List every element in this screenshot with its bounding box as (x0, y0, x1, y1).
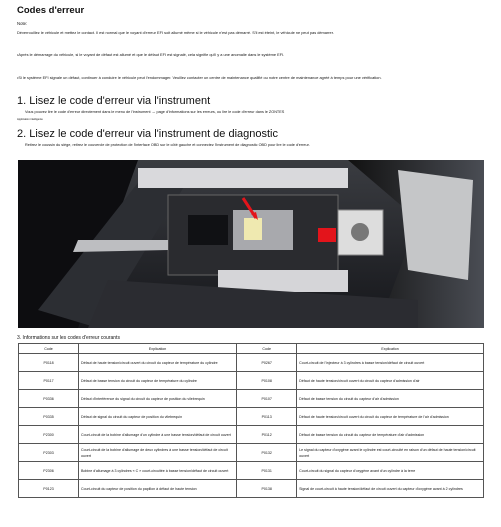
explication-cell: Court-circuit du signal du capteur d'oxygène avant d'un cylindre à la terre (297, 462, 484, 480)
error-code-cell: P0117 (19, 372, 79, 390)
explication-cell: Défaut de basse tension du circuit du capteur de température du cylindre (79, 372, 237, 390)
error-code-table (18, 343, 484, 498)
section-1-tiny: Application intelligente (17, 118, 43, 121)
section-1-title: 1. Lisez le code d'erreur via l'instrument (17, 95, 211, 107)
error-code-cell: P0132 (237, 444, 297, 462)
error-code-cell: P0112 (237, 426, 297, 444)
header-code-1: Code (19, 344, 79, 354)
error-code-cell: P0118 (19, 354, 79, 372)
header-code-2: Code (237, 344, 297, 354)
error-code-cell: P0336 (19, 390, 79, 408)
table-row (19, 480, 484, 498)
section-2-title: 2. Lisez le code d'erreur via l'instrument de diagnostic (17, 128, 279, 140)
page-title: Codes d'erreur (17, 5, 85, 16)
note-paragraph-3: •Si le système EFI signale un défaut, continuer à conduire le véhicule peut l'endommager. Veuillez contacter un centre de maintenance qualifié ou notre centre de maintenance agréé à temps pour une vérification. (17, 75, 382, 80)
explication-cell: Court-circuit du capteur de position du papillon à défaut de haute tension (79, 480, 237, 498)
explication-cell: Défaut de basse tension du circuit du capteur de température d'air d'admission (297, 426, 484, 444)
error-code-cell: P0131 (237, 462, 297, 480)
error-code-cell: P2306 (19, 462, 79, 480)
header-explication-2: Explication (297, 344, 484, 354)
explication-cell: Défaut de haute tension/circuit ouvert du circuit du capteur de température de l'air d'admission (297, 408, 484, 426)
explication-cell: Court-circuit de la bobine d'allumage de deux cylindres à une basse tension/défaut de circuit ouvert (79, 444, 237, 462)
note-paragraph-2: •Après le démarrage du véhicule, si le voyant de défaut est allumé et que le défaut EFI est signalé, cela signifie qu'il y a une anomalie dans le système EFI. (17, 52, 285, 57)
error-code-cell: P2300 (19, 426, 79, 444)
note-label: Note: (17, 21, 28, 26)
error-code-cell: P0113 (237, 408, 297, 426)
table-header-row (19, 344, 484, 354)
explication-cell: Défaut de signal du circuit du capteur de position du vilebrequin (79, 408, 237, 426)
table-row (19, 408, 484, 426)
explication-cell: Le signal du capteur d'oxygène avant le cylindre est court-circuité en raison d'un défaut de haute tension/circuit ouvert (297, 444, 484, 462)
table-row (19, 390, 484, 408)
error-code-cell: P0267 (237, 354, 297, 372)
error-code-cell: P0107 (237, 390, 297, 408)
error-code-cell: P0138 (237, 480, 297, 498)
error-code-cell: P0335 (19, 408, 79, 426)
table-row (19, 372, 484, 390)
section-2-text: Retirez le coussin du siège, retirez le couvercle de protection de l'interface OBD sur le côté gauche et connectez l'instrument de diagnostic OBD pour lire le code d'erreur. (25, 143, 310, 147)
error-code-cell: P0108 (237, 372, 297, 390)
error-code-cell: P2303 (19, 444, 79, 462)
table-row (19, 444, 484, 462)
explication-cell: Défaut de basse tension du circuit du capteur d'air d'admission (297, 390, 484, 408)
table-row (19, 354, 484, 372)
error-code-cell: P0123 (19, 480, 79, 498)
note-paragraph-1: Déverrouillez le véhicule et mettez le contact. Il est normal que le voyant d'erreur EFI soit allumé même si le véhicule n'est pas démarré. S'il est éteint, le véhicule ne peut pas démarrer. (17, 30, 334, 35)
table-row (19, 426, 484, 444)
explication-cell: Court-circuit de l'injecteur à 3 cylindres à basse tension/défaut de circuit ouvert (297, 354, 484, 372)
obd-interface-photo (18, 160, 484, 328)
table-row (19, 462, 484, 480)
section-1-text: Vous pouvez lire le code d'erreur directement dans le menu de l'instrument → page d'informations sur les erreurs, ou lire le code d'erreur dans le ZONTES (25, 110, 285, 114)
explication-cell: Défaut de haute tension/circuit ouvert du circuit du capteur d'admission d'air (297, 372, 484, 390)
table-caption: 3. Informations sur les codes d'erreur courants (17, 335, 120, 341)
explication-cell: Court-circuit de la bobine d'allumage d'un cylindre à une basse tension/défaut de circuit ouvert (79, 426, 237, 444)
explication-cell: Signal de court-circuit à haute tension/défaut de circuit ouvert du capteur d'oxygène avant à 2 cylindres (297, 480, 484, 498)
header-explication-1: Explication (79, 344, 237, 354)
explication-cell: Bobine d'allumage à 3 cylindres « C » court-circuitée à basse tension/défaut de circuit ouvert (79, 462, 237, 480)
explication-cell: Défaut d'interférence du signal du circuit du capteur de position du vilebrequin (79, 390, 237, 408)
explication-cell: Défaut de haute tension/circuit ouvert du circuit du capteur de température du cylindre (79, 354, 237, 372)
